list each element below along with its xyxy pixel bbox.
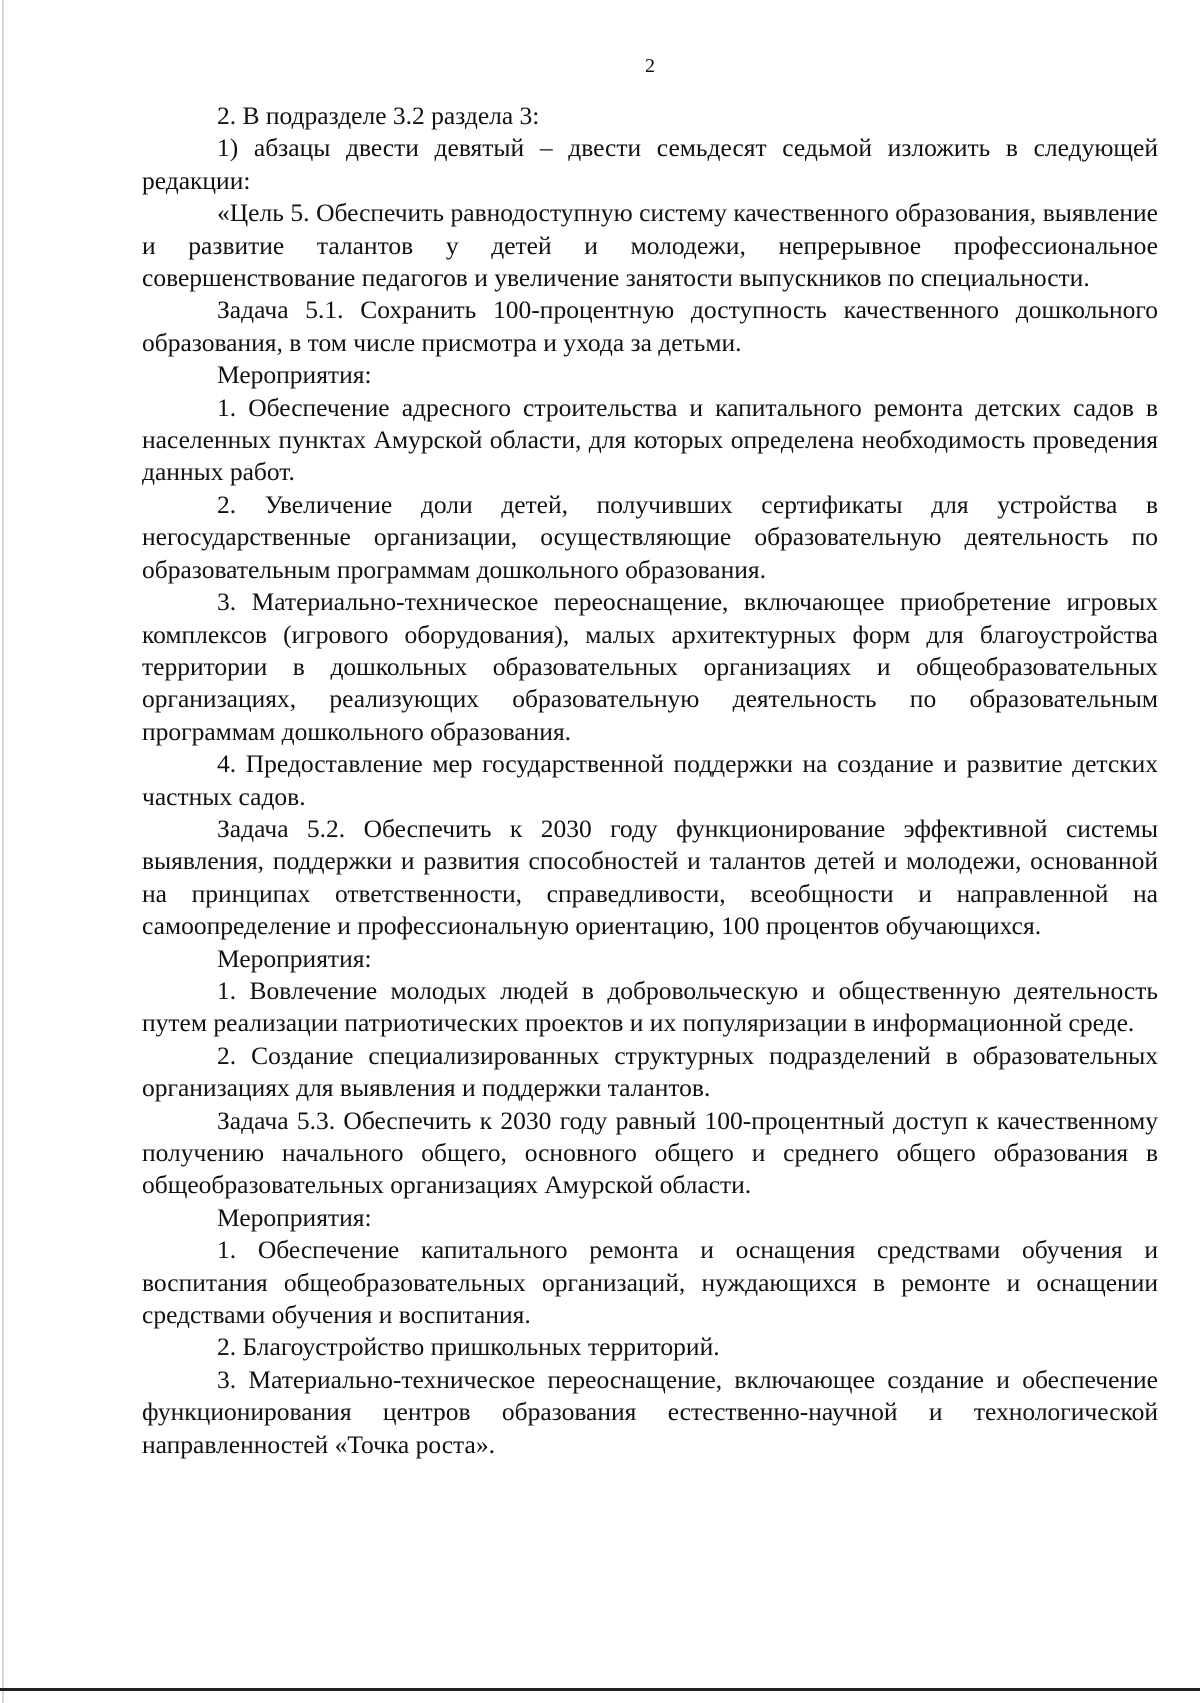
paragraph-measures-heading: Мероприятия: <box>217 1202 372 1232</box>
paragraph-section-heading: 2. В подразделе 3.2 раздела 3: <box>217 101 540 130</box>
paragraph-task-5-2: Задача 5.2. Обеспечить к 2030 году функционирование эффективной системы выявления, поддержки и развития способностей и талантов детей и молодежи, основанной на принципах ответственности, справедливости, всеобщности и направленной на самоопределение и профессиональную ориентацию, 100 процентов обучающихся. <box>142 813 1158 941</box>
paragraph-measure: 2. Благоустройство пришкольных территорий. <box>217 1332 720 1362</box>
paragraph-goal-5: «Цель 5. Обеспечить равнодоступную систему качественного образования, выявление и развитие талантов у детей и молодежи, непрерывное профессиональное совершенствование педагогов и увеличение занятости выпускников по специальности. <box>142 198 1158 293</box>
scan-edge-left <box>2 0 4 1703</box>
paragraph-measure: 4. Предоставление мер государственной поддержки на создание и развитие детских частных садов. <box>142 749 1158 811</box>
paragraph-measure: 1. Вовлечение молодых людей в добровольческую и общественную деятельность путем реализации патриотических проектов и их популяризации в информационной среде. <box>142 975 1158 1038</box>
paragraph-task-5-3: Задача 5.3. Обеспечить к 2030 году равный 100-процентный доступ к качественному получению начального общего, основного общего и среднего общего образования в общеобразовательных организациях Амурской области. <box>142 1105 1158 1200</box>
paragraph-task-5-1: Задача 5.1. Сохранить 100-процентную доступность качественного дошкольного образования, в том числе присмотра и ухода за детьми. <box>142 295 1158 357</box>
paragraph-measure: 1. Обеспечение адресного строительства и капитального ремонта детских садов в населенных пунктах Амурской области, для которых определена необходимость проведения данных работ. <box>142 392 1158 487</box>
paragraph-measures-heading: Мероприятия: <box>217 943 372 973</box>
paragraph-measure: 3. Материально-техническое переоснащение, включающее приобретение игровых комплексов (игрового оборудования), малых архитектурных форм для благоустройства территории в дошкольных образовательных организациях и общеобразовательных организациях, реализующих образовательную деятельность по образовательным программам дошкольного образования. <box>142 587 1158 746</box>
document-body <box>142 100 1158 1461</box>
paragraph-measure: 2. Увеличение доли детей, получивших сертификаты для устройства в негосударственные организации, осуществляющие образовательную деятельность по образовательным программам дошкольного образования. <box>142 489 1158 584</box>
page-number: 2 <box>645 55 655 77</box>
paragraph-measures-heading: Мероприятия: <box>217 360 372 390</box>
paragraph-amendment-intro: 1) абзацы двести девятый – двести семьдесят седьмой изложить в следующей редакции: <box>142 133 1158 195</box>
scan-edge-bottom <box>0 1688 1200 1691</box>
paragraph-measure: 1. Обеспечение капитального ремонта и оснащения средствами обучения и воспитания общеобразовательных организаций, нуждающихся в ремонте и оснащении средствами обучения и воспитания. <box>142 1235 1158 1330</box>
paragraph-measure: 3. Материально-техническое переоснащение, включающее создание и обеспечение функционирования центров образования естественно-научной и технологической направленностей «Точка роста». <box>142 1364 1158 1459</box>
paragraph-measure: 2. Создание специализированных структурных подразделений в образовательных организациях для выявления и поддержки талантов. <box>142 1040 1158 1103</box>
